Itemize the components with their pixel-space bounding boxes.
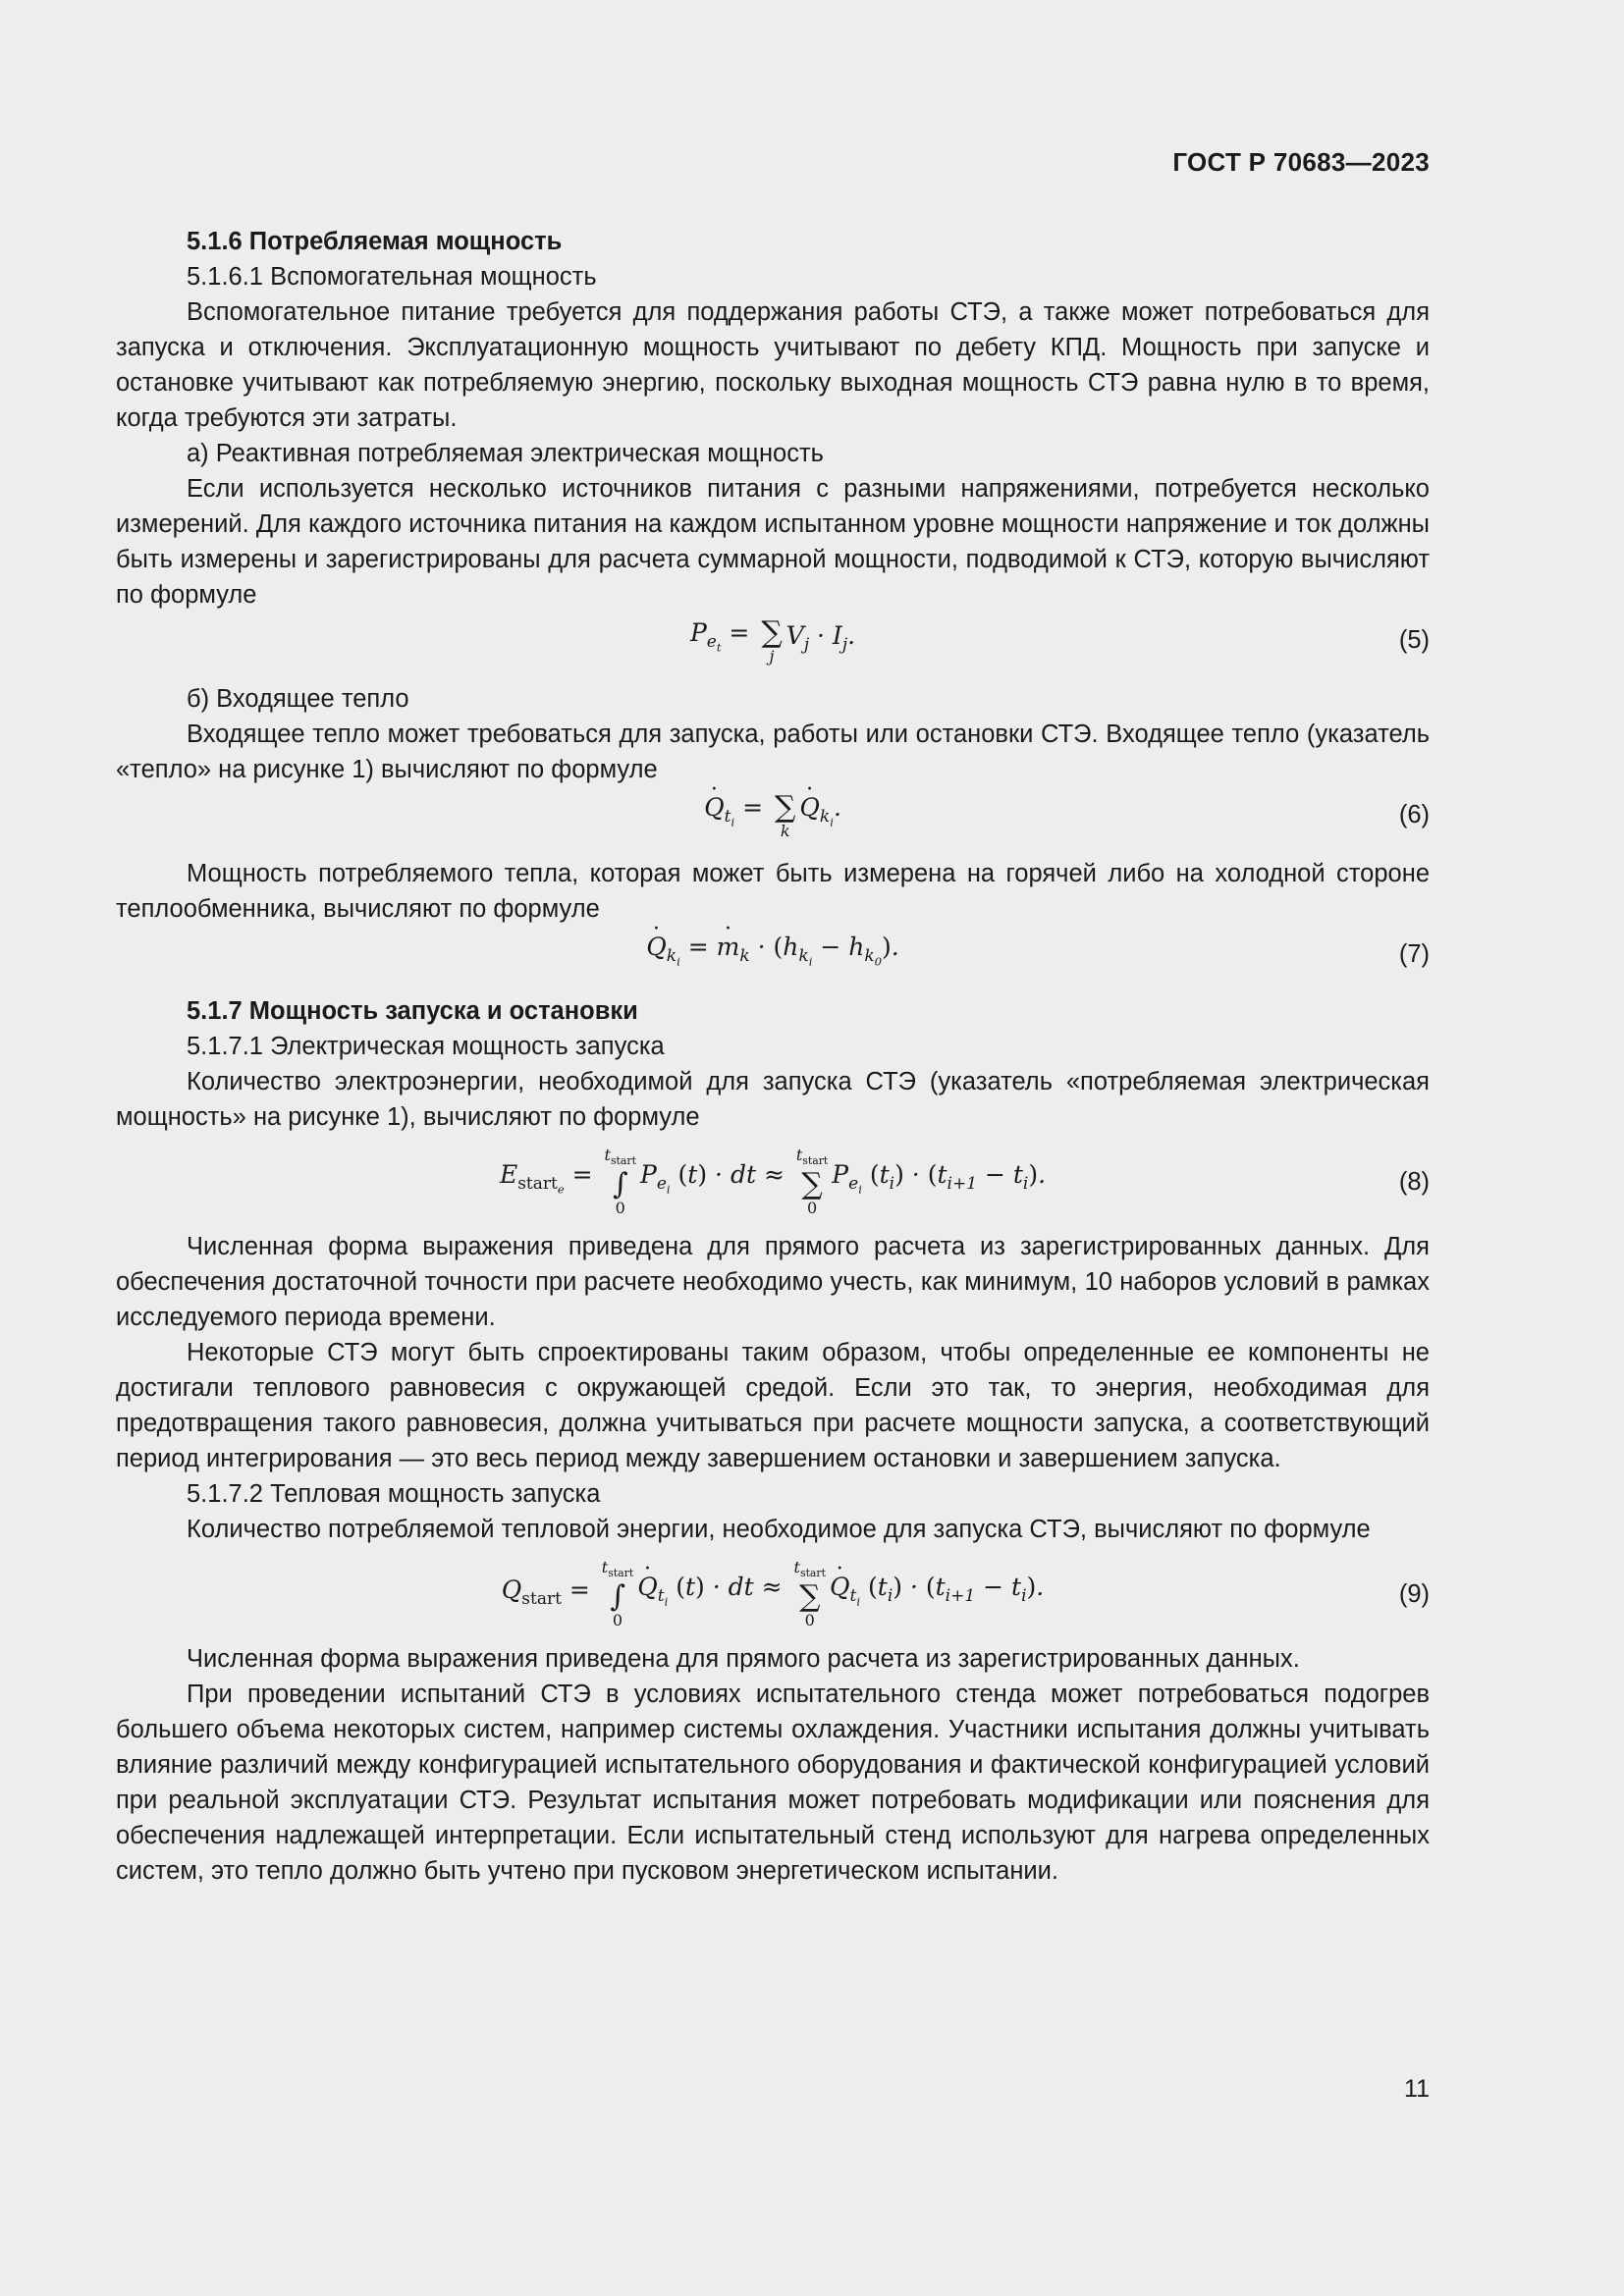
formula-9-lhs-subscript: start bbox=[521, 1588, 562, 1609]
formula-8-upper-limit: start bbox=[610, 1154, 636, 1168]
formula-7-number: (7) bbox=[1398, 940, 1430, 968]
formula-6-expression: · $Q_{t_i}$ = ∑ k · $Q_{k_i}$. bbox=[116, 787, 1430, 842]
formula-8-lhs-subscript: start bbox=[517, 1173, 558, 1194]
formula-6 bbox=[116, 787, 1430, 842]
paragraph: Численная форма выражения приведена для прямого расчета из зарегистрированных данных. Для обеспечения достаточной точности при расчете необходимо учесть, как минимум, 10 наборов условий в рамках исследуемого периода времени. bbox=[116, 1233, 1430, 1331]
paragraph: Некоторые СТЭ могут быть спроектированы таким образом, чтобы определенные ее компоненты не достигали теплового равновесия с окружающей средой. Если это так, то энергия, необходимая для предотвращения такого равновесия, должна учитываться при расчете мощности запуска, а соответствующий период интегрирования — это весь период между завершением остановки и завершением запуска. bbox=[116, 1339, 1430, 1472]
page-number: 11 bbox=[1404, 2075, 1430, 2103]
paragraph: Входящее тепло может требоваться для запуска, работы или остановки СТЭ. Входящее тепло (указатель «тепло» на рисунке 1) вычисляют по формуле bbox=[116, 721, 1430, 783]
paragraph: Если используется несколько источников питания с разными напряжениями, потребуется несколько измерений. Для каждого источника питания на каждом испытанном уровне мощности напряжение и ток должны быть измерены и зарегистрированы для расчета суммарной мощности, подводимой к СТЭ, которую вычисляют по формуле bbox=[116, 475, 1430, 609]
formula-6-number: (6) bbox=[1398, 801, 1430, 828]
formula-8-number: (8) bbox=[1398, 1168, 1430, 1196]
subsection-heading-5-1-7-2: 5.1.7.2 Тепловая мощность запуска bbox=[187, 1480, 601, 1508]
formula-8-expression: $E_{start_e}$ = $t_{start}$ ∫ 0 $P_{e_i}$ (t) · dt ≈ $t_{start}$ ∑ 0 $P_{e_i}$ $(t_i) \cdot (t_{i+1} - t_i)$. bbox=[499, 1146, 1047, 1217]
formula-5-number: (5) bbox=[1398, 626, 1430, 654]
formula-5-expression: $P_{e_t}$ = ∑ j $V_j \cdot I_j$. bbox=[689, 614, 856, 666]
section-heading-5-1-7: 5.1.7 Мощность запуска и остановки bbox=[187, 997, 638, 1025]
paragraph: Количество электроэнергии, необходимой для запуска СТЭ (указатель «потребляемая электрическая мощность» на рисунке 1), вычисляют по формуле bbox=[116, 1068, 1430, 1131]
formula-9 bbox=[116, 1547, 1430, 1641]
paragraph: Численная форма выражения приведена для прямого расчета из зарегистрированных данных. bbox=[187, 1645, 1300, 1673]
formula-8-lower-limit: 0 bbox=[615, 1198, 625, 1217]
formula-7-expression: · $Q_{k_i}$ = · $m_k \cdot (h_{k_i} - h_{k_0})$. bbox=[116, 927, 1430, 982]
formula-7 bbox=[116, 927, 1430, 982]
standard-designation: ГОСТ Р 70683—2023 bbox=[1172, 147, 1430, 177]
formula-5 bbox=[116, 613, 1430, 667]
page-content bbox=[116, 224, 1430, 1889]
list-item-a: а) Реактивная потребляемая электрическая мощность bbox=[187, 440, 824, 467]
section-heading-5-1-6: 5.1.6 Потребляемая мощность bbox=[187, 228, 563, 255]
formula-8 bbox=[116, 1135, 1430, 1229]
paragraph: Вспомогательное питание требуется для поддержания работы СТЭ, а также может потребоваться для запуска и отключения. Эксплуатационную мощность учитывают по дебету КПД. Мощность при запуске и остановке учитывают как потребляемую энергию, поскольку выходная мощность СТЭ равна нулю в то время, когда требуются эти затраты. bbox=[116, 298, 1430, 432]
paragraph: Мощность потребляемого тепла, которая может быть измерена на горячей либо на холодной стороне теплообменника, вычисляют по формуле bbox=[116, 860, 1430, 923]
list-item-b: б) Входящее тепло bbox=[187, 685, 409, 713]
paragraph: При проведении испытаний СТЭ в условиях испытательного стенда может потребоваться подогрев большего объема некоторых систем, например системы охлаждения. Участники испытания должны учитывать влияние различий между конфигурацией испытательного оборудования и фактической конфигурацией условий при реальной эксплуатации СТЭ. Результат испытания может потребовать модификации или пояснения для обеспечения надлежащей интерпретации. Если испытательный стенд используют для нагрева определенных систем, это тепло должно быть учтено при пусковом энергетическом испытании. bbox=[116, 1681, 1430, 1885]
formula-9-number: (9) bbox=[1398, 1580, 1430, 1608]
subsection-heading-5-1-7-1: 5.1.7.1 Электрическая мощность запуска bbox=[187, 1033, 665, 1060]
paragraph: Количество потребляемой тепловой энергии, необходимое для запуска СТЭ, вычисляют по формуле bbox=[187, 1516, 1371, 1543]
subsection-heading-5-1-6-1: 5.1.6.1 Вспомогательная мощность bbox=[187, 263, 597, 291]
formula-9-expression: $Q_{start}$ = $t_{start}$ ∫ 0 · $Q_{t_i}$ (t) · dt ≈ $t_{start}$ ∑ 0 · $Q_{t_i}$ $(t_i) \cdot (t_{i+1} - t_i)$. bbox=[116, 1547, 1430, 1641]
formula-9-lower-limit: 0 bbox=[612, 1610, 623, 1629]
formula-9-upper-limit: start bbox=[608, 1567, 634, 1580]
